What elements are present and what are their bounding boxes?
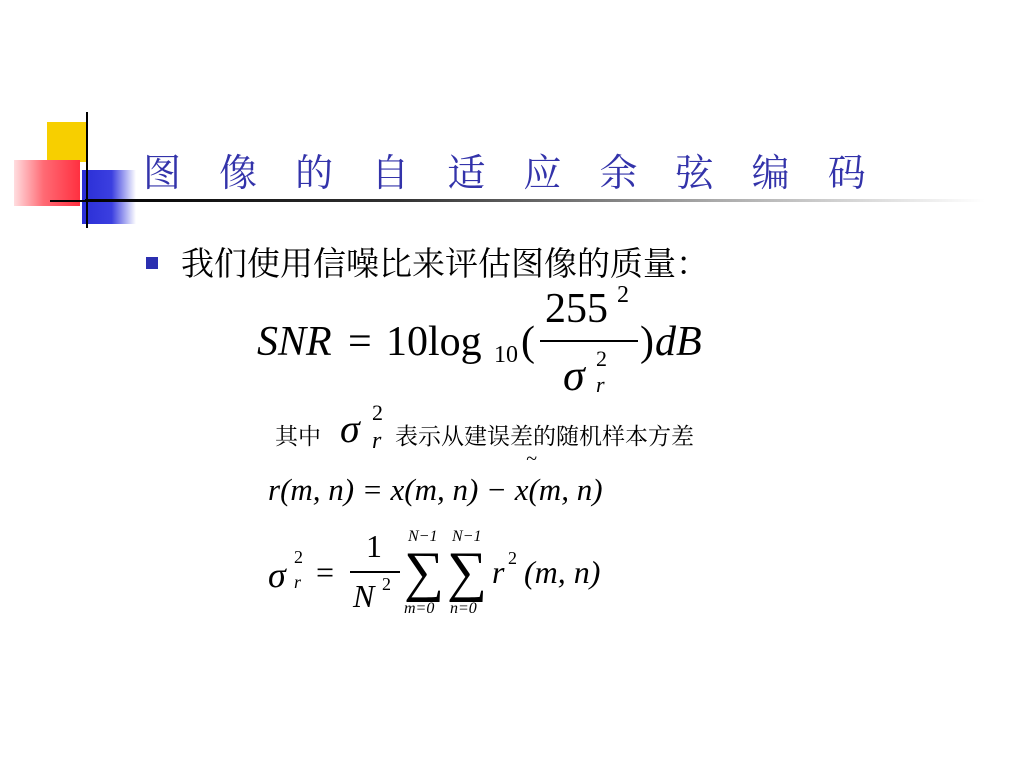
variance-term: r (492, 554, 505, 590)
snr-fraction-bar (540, 340, 638, 342)
snr-sigma-sub: r (596, 372, 605, 397)
note-suffix: 表示从建误差的随机样本方差 (395, 424, 694, 450)
note-sigma-sub: r (372, 428, 382, 454)
sum2-top: N−1 (452, 528, 482, 545)
snr-sigma-sup: 2 (596, 346, 607, 371)
note-sigma-sup: 2 (372, 400, 383, 425)
sum2-symbol: ∑ (447, 541, 487, 603)
variance-term-exp: 2 (508, 548, 517, 568)
variance-sigma: σ (268, 555, 286, 595)
variance-denominator: N (353, 578, 375, 614)
variance-sigma-sub: r (294, 572, 302, 592)
note-sigma: σ (340, 406, 360, 451)
variance-denominator-exp: 2 (382, 574, 391, 594)
snr-sigma: σ (563, 351, 585, 400)
logo-blue-square (82, 170, 136, 224)
snr-coef: 10log (386, 319, 482, 365)
title-underline (85, 199, 985, 202)
sum1-top: N−1 (408, 528, 438, 545)
bullet-square-icon (146, 257, 158, 269)
snr-equals: = (348, 319, 372, 365)
snr-open-paren: ( (521, 319, 535, 365)
logo-vertical-line (86, 112, 88, 228)
variance-numerator: 1 (366, 528, 382, 564)
snr-numerator-exp: 2 (617, 282, 629, 308)
sum1-bottom: m=0 (404, 600, 435, 617)
snr-unit: dB (655, 319, 702, 365)
residual-tilde: ~ (526, 448, 537, 470)
snr-log-base: 10 (494, 342, 518, 368)
slide-title: 图 像 的 自 适 应 余 弦 编 码 (143, 151, 879, 195)
sum1-symbol: ∑ (404, 541, 444, 603)
sum2-bottom: n=0 (450, 600, 477, 617)
variance-equals: = (316, 554, 335, 590)
variance-sigma-sup: 2 (294, 547, 303, 567)
snr-numerator: 255 (545, 286, 608, 332)
variance-fraction-bar (350, 571, 400, 573)
snr-close-paren: ) (640, 319, 654, 365)
snr-lhs: SNR (257, 319, 332, 365)
residual-expression: r(m, n) = x(m, n) − x(m, n) (268, 472, 603, 507)
note-prefix: 其中 (275, 424, 321, 450)
variance-term-args: (m, n) (524, 554, 601, 590)
bullet-text: 我们使用信噪比来评估图像的质量： (181, 244, 709, 283)
logo-yellow-square (47, 122, 87, 162)
